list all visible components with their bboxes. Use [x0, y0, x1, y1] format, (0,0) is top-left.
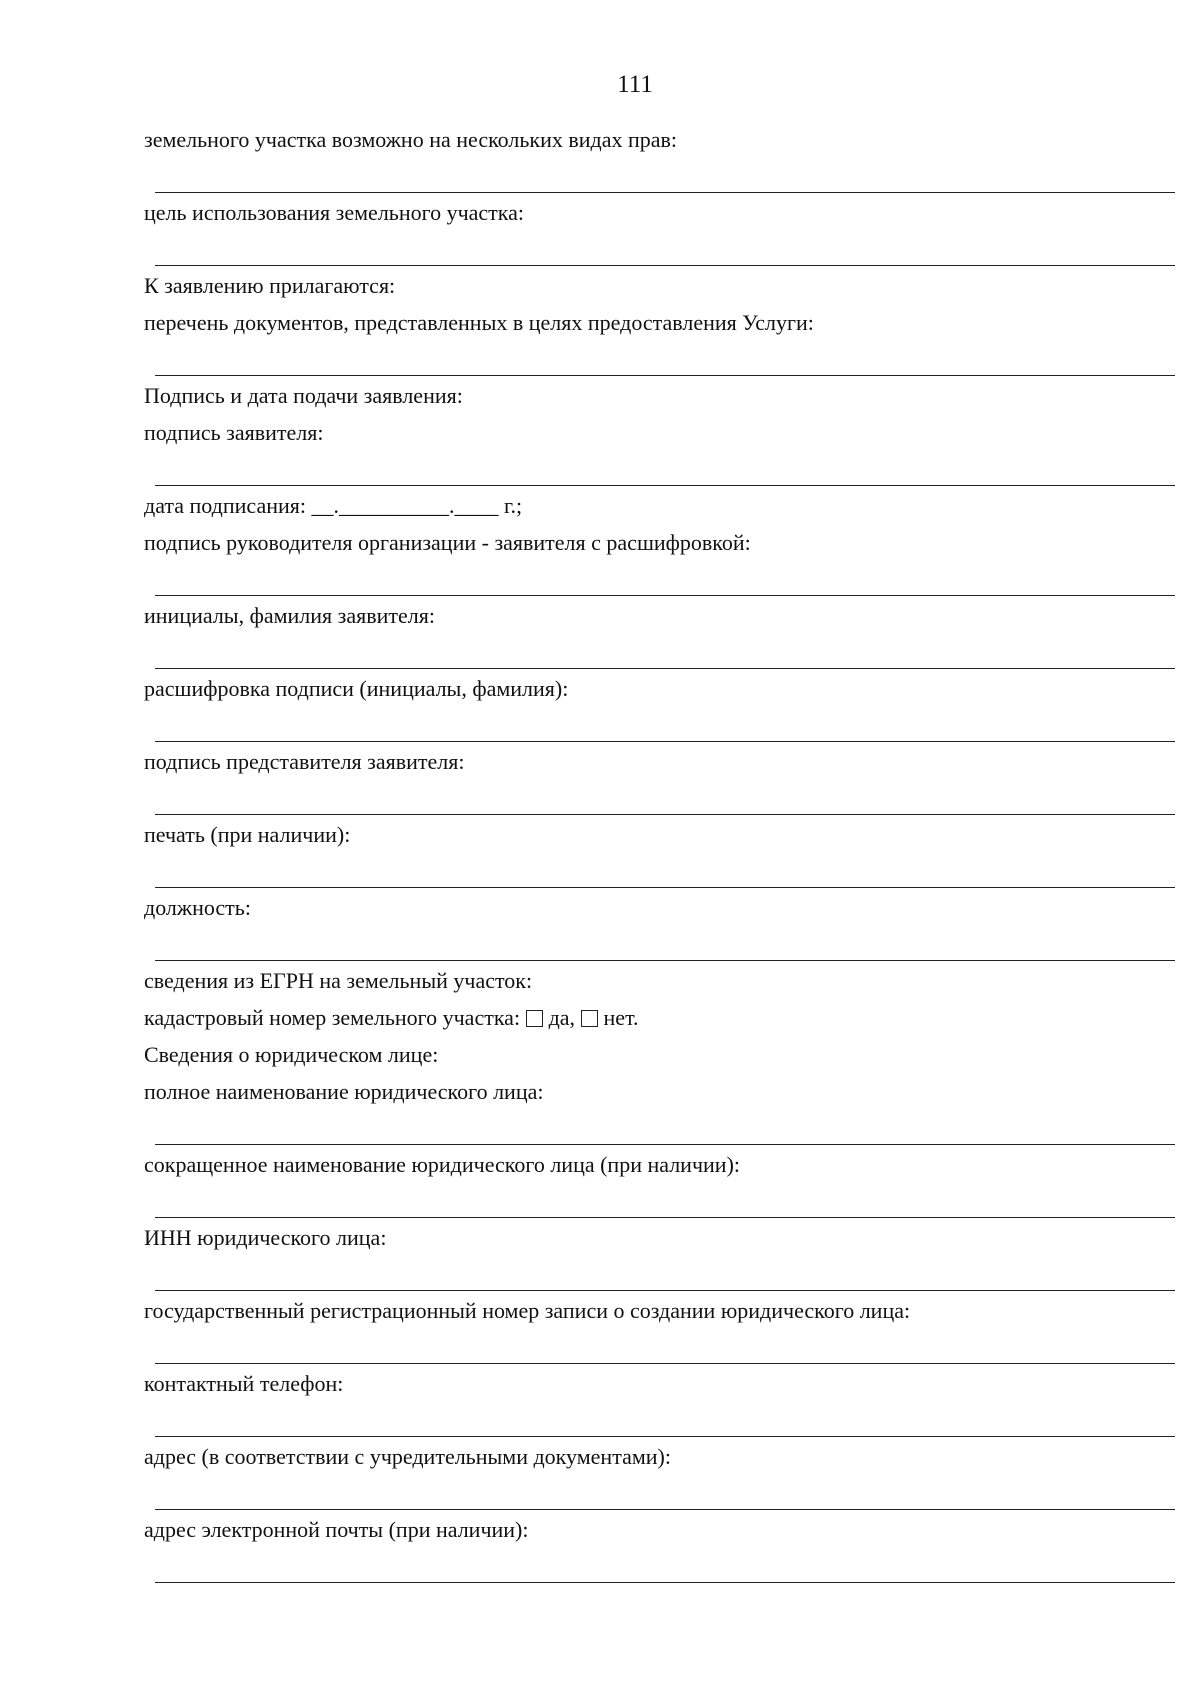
- underline: [155, 1217, 1175, 1218]
- underline: [155, 1509, 1175, 1510]
- address-blank[interactable]: [144, 1475, 1165, 1511]
- yes-checkbox[interactable]: [526, 1010, 543, 1027]
- short-name-blank[interactable]: [144, 1183, 1165, 1219]
- representative-signature-blank[interactable]: [144, 780, 1165, 816]
- signing-date-field[interactable]: дата подписания: __.__________.____ г.;: [144, 493, 523, 518]
- ogrn-blank[interactable]: [144, 1329, 1165, 1365]
- yes-label: да,: [548, 1005, 576, 1030]
- phone-label: контактный телефон:: [144, 1371, 344, 1396]
- underline: [155, 595, 1175, 596]
- applicant-signature-label: подпись заявителя:: [144, 420, 324, 445]
- email-blank[interactable]: [144, 1548, 1165, 1584]
- no-checkbox[interactable]: [581, 1010, 598, 1027]
- no-label: нет.: [603, 1005, 639, 1030]
- full-name-blank[interactable]: [144, 1110, 1165, 1146]
- underline: [155, 192, 1175, 193]
- address-label: адрес (в соответствии с учредительными документами):: [144, 1444, 671, 1469]
- representative-signature-label: подпись представителя заявителя:: [144, 749, 465, 774]
- land-purpose-label: цель использования земельного участка:: [144, 200, 525, 225]
- head-signature-label: подпись руководителя организации - заявителя с расшифровкой:: [144, 530, 751, 555]
- email-label: адрес электронной почты (при наличии):: [144, 1517, 529, 1542]
- underline: [155, 668, 1175, 669]
- position-blank[interactable]: [144, 926, 1165, 962]
- underline: [155, 1144, 1175, 1145]
- underline: [155, 1436, 1175, 1437]
- applicant-name-label: инициалы, фамилия заявителя:: [144, 603, 435, 628]
- documents-list-label: перечень документов, представленных в целях предоставления Услуги:: [144, 310, 814, 335]
- egrn-info-heading: сведения из ЕГРН на земельный участок:: [144, 968, 533, 993]
- legal-entity-heading: Сведения о юридическом лице:: [144, 1042, 439, 1067]
- attachments-heading: К заявлению прилагаются:: [144, 273, 396, 298]
- documents-list-blank[interactable]: [144, 341, 1165, 377]
- seal-label: печать (при наличии):: [144, 822, 351, 847]
- inn-label: ИНН юридического лица:: [144, 1225, 387, 1250]
- ogrn-label: государственный регистрационный номер записи о создании юридического лица:: [144, 1298, 911, 1323]
- land-rights-blank[interactable]: [144, 158, 1165, 194]
- underline: [155, 1290, 1175, 1291]
- inn-blank[interactable]: [144, 1256, 1165, 1292]
- underline: [155, 375, 1175, 376]
- page-number: 111: [617, 71, 653, 98]
- signature-decoding-blank[interactable]: [144, 707, 1165, 743]
- signature-date-heading: Подпись и дата подачи заявления:: [144, 383, 463, 408]
- head-signature-blank[interactable]: [144, 561, 1165, 597]
- underline: [155, 1582, 1175, 1583]
- signature-decoding-label: расшифровка подписи (инициалы, фамилия):: [144, 676, 569, 701]
- underline: [155, 485, 1175, 486]
- phone-blank[interactable]: [144, 1402, 1165, 1438]
- form-body: [144, 121, 1165, 1584]
- seal-blank[interactable]: [144, 853, 1165, 889]
- underline: [155, 741, 1175, 742]
- position-label: должность:: [144, 895, 251, 920]
- underline: [155, 960, 1175, 961]
- applicant-name-blank[interactable]: [144, 634, 1165, 670]
- underline: [155, 265, 1175, 266]
- underline: [155, 814, 1175, 815]
- underline: [155, 887, 1175, 888]
- short-name-label: сокращенное наименование юридического лица (при наличии):: [144, 1152, 741, 1177]
- underline: [155, 1363, 1175, 1364]
- cadastral-number-row: [144, 999, 1165, 1036]
- cadastral-number-label: кадастровый номер земельного участка:: [144, 1005, 521, 1030]
- applicant-signature-blank[interactable]: [144, 451, 1165, 487]
- land-rights-label: земельного участка возможно на нескольких видах прав:: [144, 127, 677, 152]
- land-purpose-blank[interactable]: [144, 231, 1165, 267]
- full-name-label: полное наименование юридического лица:: [144, 1079, 544, 1104]
